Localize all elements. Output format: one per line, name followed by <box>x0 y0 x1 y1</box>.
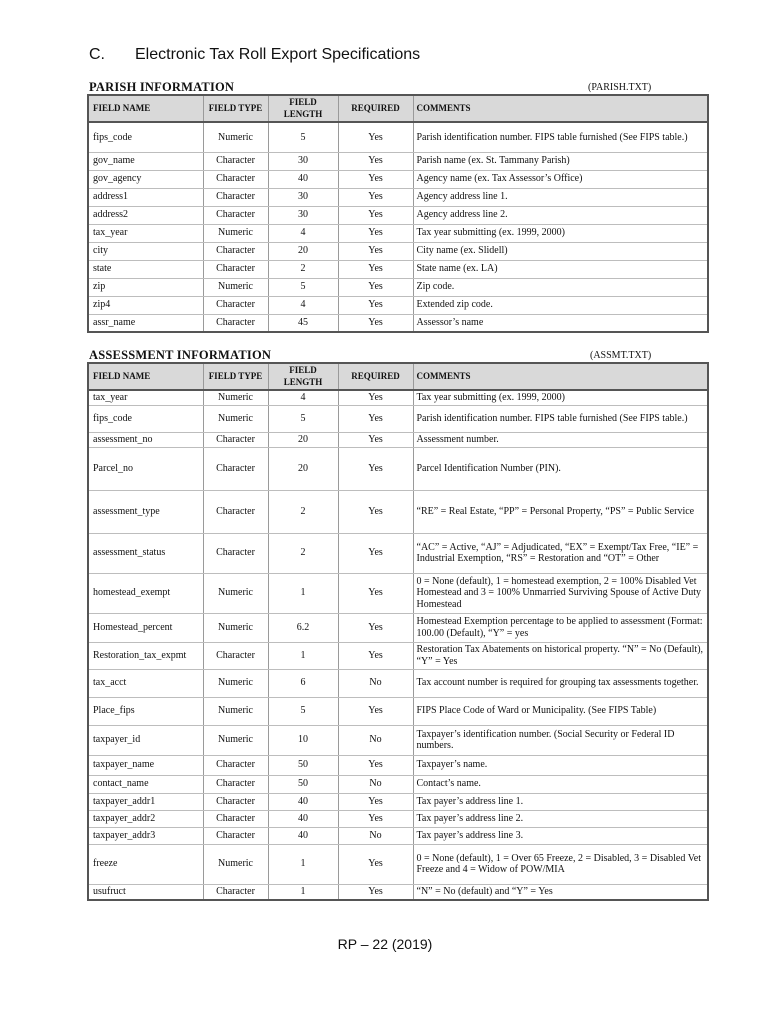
field-length-cell: 2 <box>268 533 338 573</box>
table-row <box>88 206 708 224</box>
comment-cell: Tax year submitting (ex. 1999, 2000) <box>413 224 708 242</box>
comment-cell: City name (ex. Slidell) <box>413 242 708 260</box>
comment-cell: “RE” = Real Estate, “PP” = Personal Property, “PS” = Public Service <box>413 490 708 533</box>
header-field-type: FIELD TYPE <box>203 363 268 390</box>
field-length-cell: 2 <box>268 490 338 533</box>
field-name-cell: state <box>88 260 203 278</box>
table-row <box>88 573 708 613</box>
table-row <box>88 490 708 533</box>
field-name-cell: gov_name <box>88 152 203 170</box>
table-row <box>88 260 708 278</box>
table-row <box>88 793 708 810</box>
required-cell: Yes <box>338 573 413 613</box>
comment-cell: Agency address line 1. <box>413 188 708 206</box>
field-type-cell: Numeric <box>203 697 268 725</box>
required-cell: Yes <box>338 432 413 447</box>
comment-cell: Tax account number is required for grouping tax assessments together. <box>413 669 708 697</box>
field-length-cell: 1 <box>268 884 338 900</box>
field-type-cell: Character <box>203 314 268 332</box>
comment-cell: State name (ex. LA) <box>413 260 708 278</box>
table-row <box>88 642 708 669</box>
assessment-file-name: (ASSMT.TXT) <box>590 350 652 361</box>
field-length-cell: 4 <box>268 296 338 314</box>
required-cell: Yes <box>338 170 413 188</box>
field-length-cell: 4 <box>268 224 338 242</box>
required-cell: Yes <box>338 152 413 170</box>
table-row <box>88 170 708 188</box>
field-length-cell: 20 <box>268 447 338 490</box>
field-name-cell: city <box>88 242 203 260</box>
field-type-cell: Character <box>203 810 268 827</box>
comment-cell: Tax payer’s address line 1. <box>413 793 708 810</box>
field-length-cell: 6.2 <box>268 613 338 642</box>
comment-cell: 0 = None (default), 1 = Over 65 Freeze, 2 = Disabled, 3 = Disabled Vet Freeze and 4 = Widow of POW/MIA <box>413 844 708 884</box>
comment-cell: Agency address line 2. <box>413 206 708 224</box>
field-length-cell: 10 <box>268 725 338 755</box>
field-type-cell: Numeric <box>203 613 268 642</box>
required-cell: Yes <box>338 224 413 242</box>
comment-cell: Agency name (ex. Tax Assessor’s Office) <box>413 170 708 188</box>
required-cell: Yes <box>338 122 413 152</box>
field-length-cell: 4 <box>268 390 338 405</box>
table-row <box>88 152 708 170</box>
required-cell: Yes <box>338 390 413 405</box>
table-row <box>88 827 708 844</box>
field-length-cell: 50 <box>268 755 338 775</box>
field-type-cell: Character <box>203 490 268 533</box>
field-name-cell: freeze <box>88 844 203 884</box>
field-type-cell: Numeric <box>203 122 268 152</box>
field-length-cell: 2 <box>268 260 338 278</box>
field-length-cell: 1 <box>268 642 338 669</box>
field-type-cell: Numeric <box>203 669 268 697</box>
field-name-cell: tax_acct <box>88 669 203 697</box>
comment-cell: Extended zip code. <box>413 296 708 314</box>
field-length-cell: 40 <box>268 827 338 844</box>
comment-cell: Homestead Exemption percentage to be applied to assessment (Format: 100.00 (Default), “Y” = yes <box>413 613 708 642</box>
field-name-cell: tax_year <box>88 390 203 405</box>
field-length-cell: 45 <box>268 314 338 332</box>
comment-cell: Zip code. <box>413 278 708 296</box>
header-field-name: FIELD NAME <box>88 363 203 390</box>
header-comments: COMMENTS <box>413 363 708 390</box>
field-name-cell: fips_code <box>88 405 203 432</box>
field-type-cell: Character <box>203 755 268 775</box>
field-name-cell: fips_code <box>88 122 203 152</box>
field-type-cell: Numeric <box>203 844 268 884</box>
field-length-cell: 5 <box>268 697 338 725</box>
required-cell: Yes <box>338 755 413 775</box>
required-cell: No <box>338 827 413 844</box>
field-length-cell: 40 <box>268 793 338 810</box>
field-name-cell: assessment_type <box>88 490 203 533</box>
document-heading <box>89 46 420 64</box>
field-length-cell: 30 <box>268 188 338 206</box>
field-length-cell: 40 <box>268 170 338 188</box>
table-row <box>88 296 708 314</box>
required-cell: Yes <box>338 793 413 810</box>
header-required: REQUIRED <box>338 363 413 390</box>
field-length-cell: 1 <box>268 844 338 884</box>
comment-cell: FIPS Place Code of Ward or Municipality. (See FIPS Table) <box>413 697 708 725</box>
field-type-cell: Numeric <box>203 405 268 432</box>
required-cell: Yes <box>338 242 413 260</box>
field-name-cell: assessment_status <box>88 533 203 573</box>
field-type-cell: Character <box>203 884 268 900</box>
table-row <box>88 755 708 775</box>
field-name-cell: assr_name <box>88 314 203 332</box>
comment-cell: Tax payer’s address line 3. <box>413 827 708 844</box>
comment-cell: “N” = No (default) and “Y” = Yes <box>413 884 708 900</box>
field-name-cell: Parcel_no <box>88 447 203 490</box>
comment-cell: Taxpayer’s name. <box>413 755 708 775</box>
header-comments: COMMENTS <box>413 95 708 122</box>
table-row <box>88 390 708 405</box>
parish-rows <box>88 122 708 332</box>
table-row <box>88 405 708 432</box>
field-type-cell: Character <box>203 206 268 224</box>
field-name-cell: usufruct <box>88 884 203 900</box>
field-name-cell: taxpayer_addr3 <box>88 827 203 844</box>
table-row <box>88 432 708 447</box>
comment-cell: Parish identification number. FIPS table furnished (See FIPS table.) <box>413 122 708 152</box>
section-letter: C. <box>89 46 105 63</box>
field-length-cell: 5 <box>268 122 338 152</box>
field-type-cell: Character <box>203 188 268 206</box>
required-cell: Yes <box>338 206 413 224</box>
required-cell: Yes <box>338 884 413 900</box>
field-type-cell: Character <box>203 296 268 314</box>
field-type-cell: Character <box>203 775 268 793</box>
table-row <box>88 613 708 642</box>
field-name-cell: homestead_exempt <box>88 573 203 613</box>
required-cell: No <box>338 775 413 793</box>
field-type-cell: Character <box>203 793 268 810</box>
page-footer: RP – 22 (2019) <box>337 936 433 952</box>
comment-cell: “AC” = Active, “AJ” = Adjudicated, “EX” = Exempt/Tax Free, “IE” = Industrial Exemption, “RS” = Restoration and “OT” = Other <box>413 533 708 573</box>
table-row <box>88 122 708 152</box>
field-length-cell: 40 <box>268 810 338 827</box>
table-row <box>88 775 708 793</box>
parish-table <box>87 94 709 333</box>
field-name-cell: taxpayer_name <box>88 755 203 775</box>
required-cell: Yes <box>338 613 413 642</box>
field-name-cell: address1 <box>88 188 203 206</box>
field-type-cell: Character <box>203 447 268 490</box>
required-cell: Yes <box>338 490 413 533</box>
header-field-length: FIELD LENGTH <box>268 363 338 390</box>
document-title: Electronic Tax Roll Export Specifications <box>135 46 421 63</box>
required-cell: No <box>338 669 413 697</box>
field-type-cell: Character <box>203 432 268 447</box>
field-name-cell: taxpayer_addr1 <box>88 793 203 810</box>
field-name-cell: Restoration_tax_expmt <box>88 642 203 669</box>
table-row <box>88 278 708 296</box>
parish-file-name: (PARISH.TXT) <box>588 82 652 93</box>
field-type-cell: Numeric <box>203 278 268 296</box>
comment-cell: 0 = None (default), 1 = homestead exemption, 2 = 100% Disabled Vet Homestead and 3 = 100% Unmarried Surviving Spouse of Active Duty Homestead <box>413 573 708 613</box>
field-type-cell: Character <box>203 242 268 260</box>
assessment-section-title: ASSESSMENT INFORMATION <box>89 348 272 362</box>
assessment-rows <box>88 390 708 900</box>
comment-cell: Taxpayer’s identification number. (Social Security or Federal ID numbers. <box>413 725 708 755</box>
comment-cell: Assessment number. <box>413 432 708 447</box>
field-name-cell: taxpayer_id <box>88 725 203 755</box>
comment-cell: Parish name (ex. St. Tammany Parish) <box>413 152 708 170</box>
parish-section-title: PARISH INFORMATION <box>89 80 235 94</box>
required-cell: Yes <box>338 296 413 314</box>
field-type-cell: Numeric <box>203 224 268 242</box>
field-type-cell: Numeric <box>203 390 268 405</box>
field-name-cell: assessment_no <box>88 432 203 447</box>
header-field-type: FIELD TYPE <box>203 95 268 122</box>
field-length-cell: 50 <box>268 775 338 793</box>
field-name-cell: address2 <box>88 206 203 224</box>
parish-header-row <box>88 95 708 122</box>
required-cell: Yes <box>338 810 413 827</box>
table-row <box>88 844 708 884</box>
field-length-cell: 30 <box>268 206 338 224</box>
comment-cell: Tax year submitting (ex. 1999, 2000) <box>413 390 708 405</box>
table-row <box>88 697 708 725</box>
field-name-cell: zip <box>88 278 203 296</box>
field-type-cell: Character <box>203 170 268 188</box>
field-type-cell: Character <box>203 260 268 278</box>
field-name-cell: contact_name <box>88 775 203 793</box>
comment-cell: Parcel Identification Number (PIN). <box>413 447 708 490</box>
field-length-cell: 1 <box>268 573 338 613</box>
field-name-cell: tax_year <box>88 224 203 242</box>
field-length-cell: 6 <box>268 669 338 697</box>
field-name-cell: taxpayer_addr2 <box>88 810 203 827</box>
table-row <box>88 224 708 242</box>
required-cell: Yes <box>338 405 413 432</box>
table-row <box>88 447 708 490</box>
field-type-cell: Character <box>203 533 268 573</box>
field-name-cell: zip4 <box>88 296 203 314</box>
required-cell: Yes <box>338 260 413 278</box>
field-length-cell: 5 <box>268 278 338 296</box>
field-length-cell: 5 <box>268 405 338 432</box>
table-row <box>88 810 708 827</box>
field-type-cell: Character <box>203 152 268 170</box>
field-name-cell: gov_agency <box>88 170 203 188</box>
table-row <box>88 188 708 206</box>
field-length-cell: 30 <box>268 152 338 170</box>
table-row <box>88 242 708 260</box>
comment-cell: Restoration Tax Abatements on historical property. “N” = No (Default), “Y” = Yes <box>413 642 708 669</box>
header-field-name: FIELD NAME <box>88 95 203 122</box>
required-cell: Yes <box>338 697 413 725</box>
field-type-cell: Numeric <box>203 725 268 755</box>
field-type-cell: Character <box>203 642 268 669</box>
field-type-cell: Numeric <box>203 573 268 613</box>
comment-cell: Contact’s name. <box>413 775 708 793</box>
table-row <box>88 884 708 900</box>
header-required: REQUIRED <box>338 95 413 122</box>
field-type-cell: Character <box>203 827 268 844</box>
assessment-header-row <box>88 363 708 390</box>
comment-cell: Assessor’s name <box>413 314 708 332</box>
table-row <box>88 533 708 573</box>
comment-cell: Parish identification number. FIPS table furnished (See FIPS table.) <box>413 405 708 432</box>
required-cell: Yes <box>338 642 413 669</box>
field-name-cell: Homestead_percent <box>88 613 203 642</box>
required-cell: Yes <box>338 188 413 206</box>
table-row <box>88 669 708 697</box>
required-cell: Yes <box>338 844 413 884</box>
required-cell: No <box>338 725 413 755</box>
field-length-cell: 20 <box>268 242 338 260</box>
comment-cell: Tax payer’s address line 2. <box>413 810 708 827</box>
required-cell: Yes <box>338 314 413 332</box>
assessment-table <box>87 362 709 901</box>
field-name-cell: Place_fips <box>88 697 203 725</box>
table-row <box>88 725 708 755</box>
field-length-cell: 20 <box>268 432 338 447</box>
required-cell: Yes <box>338 533 413 573</box>
header-field-length: FIELD LENGTH <box>268 95 338 122</box>
required-cell: Yes <box>338 447 413 490</box>
required-cell: Yes <box>338 278 413 296</box>
table-row <box>88 314 708 332</box>
